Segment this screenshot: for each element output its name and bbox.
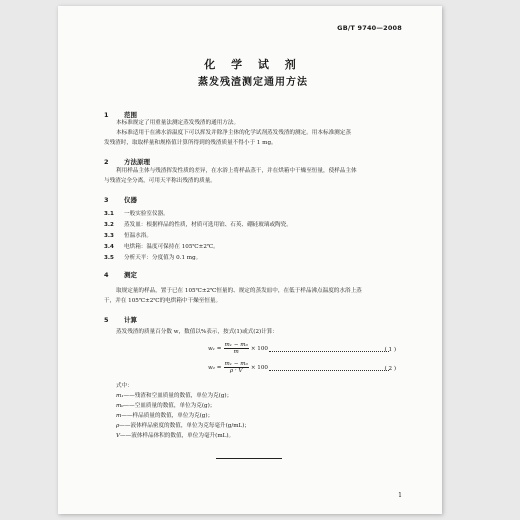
section-number: 3 <box>104 196 109 204</box>
paragraph-line: 利用样品主体与残渣挥发性质的差异，在水浴上将样品蒸干，并在烘箱中干燥至恒量，使样品主体 <box>116 168 357 174</box>
definition-text: ——空皿质量的数值，单位为克(g)； <box>123 403 216 409</box>
section-number: 5 <box>104 316 109 324</box>
where-label: 式中： <box>116 383 133 389</box>
formula-tag: ( 2 ) <box>384 366 396 372</box>
item-number: 3.2 <box>104 222 114 228</box>
item-text: 恒温水浴。 <box>124 233 152 239</box>
page-number: 1 <box>398 492 402 499</box>
definition-row <box>116 423 250 430</box>
formula-tag: ( 1 ) <box>384 347 396 353</box>
section-heading-principle <box>104 157 150 166</box>
item-text: 电烘箱：温度可保持在 105℃±2℃。 <box>124 244 219 250</box>
paragraph-line: 本标准适用于在沸水浴温度下可以挥发并除净主体的化学试剂蒸发残渣的测定。用本标准测定蒸 <box>116 130 351 136</box>
document-page <box>58 6 442 514</box>
document-subtitle: 蒸发残渣测定通用方法 <box>198 77 308 88</box>
paragraph-line: 与残渣完全分离，可用天平称出残渣的质量。 <box>104 178 216 184</box>
end-rule <box>216 458 282 459</box>
paragraph-line: 蒸发残渣的质量百分数 w，数值以%表示，按式(1)或式(2)计算： <box>116 329 278 335</box>
document-title: 化 学 试 剂 <box>204 58 302 71</box>
apparatus-item <box>104 220 292 228</box>
section-heading-scope <box>104 110 137 119</box>
section-heading-procedure <box>104 270 137 279</box>
formula-fraction <box>224 342 249 355</box>
formula-1 <box>208 342 268 355</box>
item-text: 分析天平：分度值为 0.1 mg。 <box>124 255 202 261</box>
definition-row <box>116 393 232 400</box>
definition-symbol: ρ <box>116 423 120 429</box>
formula-2 <box>208 361 268 374</box>
apparatus-item <box>104 231 152 239</box>
section-heading-apparatus <box>104 195 137 204</box>
standard-code: GB/T 9740—2008 <box>337 24 402 32</box>
definition-symbol: m₀ <box>116 403 124 409</box>
formula-fraction <box>224 361 249 374</box>
paragraph-line: 本标准规定了用重量法测定蒸发残渣的通用方法。 <box>116 120 240 126</box>
section-number: 1 <box>104 111 109 119</box>
leader-dots <box>269 370 389 371</box>
paragraph-line: 取规定量的样品，置于已在 105℃±2℃恒量的、规定的蒸发皿中，在低于样品沸点温度的水浴上蒸 <box>116 288 362 294</box>
page-content <box>104 6 402 514</box>
item-number: 3.4 <box>104 244 114 250</box>
apparatus-item <box>104 209 169 217</box>
formula-numerator: m₁ − m₀ <box>224 342 248 348</box>
apparatus-item <box>104 253 201 261</box>
section-title: 方法原理 <box>124 158 150 166</box>
definition-symbol: m <box>116 413 122 419</box>
definition-text: ——液体样品体积的数值，单位为毫升(mL)。 <box>120 433 235 439</box>
apparatus-item <box>104 242 219 250</box>
item-number: 3.3 <box>104 233 114 239</box>
definition-text: ——样品质量的数值，单位为克(g)； <box>121 413 214 419</box>
section-title: 测定 <box>124 271 137 279</box>
section-title: 计算 <box>124 316 137 324</box>
section-heading-calculation <box>104 315 137 324</box>
formula-denominator: ρ · V <box>229 368 243 374</box>
formula-lhs: w₁ = <box>208 345 222 352</box>
item-text: 一般实验室仪器。 <box>124 211 169 217</box>
definition-symbol: m₁ <box>116 393 124 399</box>
definition-symbol: V <box>116 433 121 439</box>
section-number: 4 <box>104 271 109 279</box>
leader-dots <box>269 351 389 352</box>
section-title: 仪器 <box>124 196 137 204</box>
item-number: 3.5 <box>104 255 114 261</box>
definition-row <box>116 413 213 420</box>
paragraph-line: 发残渣时，取取样量和规格值计算所得到的残渣质量不得小于 1 mg。 <box>104 140 277 146</box>
formula-denominator: m <box>233 349 239 355</box>
item-text: 蒸发皿：根据样品的性质，材质可选用铂、石英、硼硅玻璃或陶瓷。 <box>124 222 292 228</box>
section-number: 2 <box>104 158 109 166</box>
definition-row <box>116 433 234 440</box>
section-title: 范围 <box>124 111 137 119</box>
item-number: 3.1 <box>104 211 114 217</box>
formula-rhs: × 100 <box>250 345 268 352</box>
definition-text: ——液体样品密度的数值，单位为克每毫升(g/mL)； <box>119 423 251 429</box>
paragraph-line: 干，并在 105℃±2℃的电烘箱中干燥至恒量。 <box>104 298 222 304</box>
definition-row <box>116 403 215 410</box>
formula-lhs: w₂ = <box>208 364 222 371</box>
formula-numerator: m₁ − m₀ <box>224 361 248 367</box>
formula-rhs: × 100 <box>250 364 268 371</box>
definition-text: ——残渣和空皿质量的数值，单位为克(g)； <box>123 393 233 399</box>
